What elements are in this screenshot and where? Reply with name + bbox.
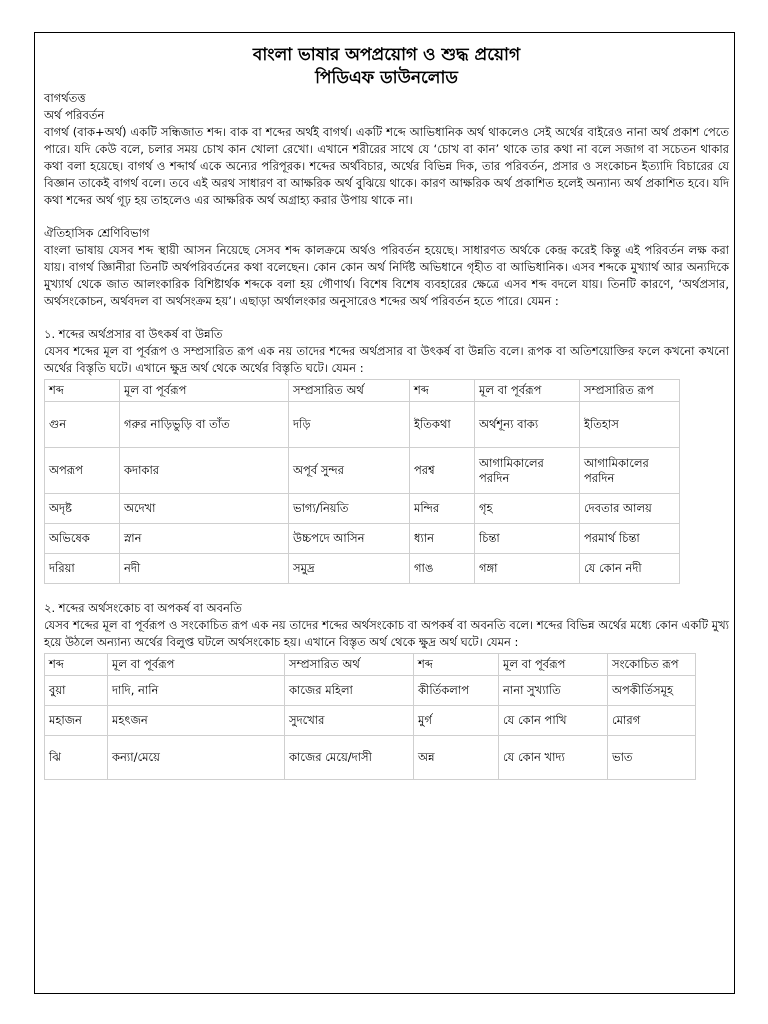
table-cell: ইতিহাস xyxy=(580,402,680,448)
table-header-row xyxy=(45,654,696,676)
table-header-cell: শব্দ xyxy=(410,380,475,402)
table-header-cell: শব্দ xyxy=(45,380,120,402)
topic-heading: বাগর্থতত্ত xyxy=(44,91,86,105)
table-cell: যে কোন পাখি xyxy=(499,706,608,736)
table-cell: নানা সুখ্যাতি xyxy=(499,676,608,706)
table-cell: নদী xyxy=(120,554,289,584)
table-cell: মহৎজন xyxy=(108,706,285,736)
table-cell: ইতিকথা xyxy=(410,402,475,448)
table-cell: বুয়া xyxy=(45,676,108,706)
historical-heading: ঐতিহাসিক শ্রেণিবিভাগ xyxy=(44,226,150,240)
historical-paragraph: বাংলা ভাষায় যেসব শব্দ স্থায়ী আসন নিয়েছে সেসব শব্দ কালক্রমে অর্থও পরিবর্তন হয়েছে। সাধারণত অর্থকে কেন্দ্র করেই কিন্তু এই পরিবর্তন লক্ষ করা যায়। বাগর্থ জ্ঞিানীরা তিনটি অর্থপরিবর্তনের কথা বলেছেন। কোন কোন অর্থ নির্দিষ্ট অভিধানে গৃহীত বা আভিধানিক। এসব শব্দকে মুখ্যার্থ আর অন্যদিকে মুখ্যার্থ থেকে জাত আলংকারিক বিশিষ্টার্থক শব্দকে বলা হয় গৌণার্থ। বিশেষ বিশেষ ব্যবহারের ক্ষেত্রে এসব শব্দ বদলে যায়। তিনটি কারণে, ‘অর্থপ্রসার, অর্থসংকোচন, অর্থবদল বা অর্থসংক্রম হয়’। এছাড়া অর্থালংকার অনুসারেও শব্দের অর্থ পরিবর্তন হতে পারে। যেমন : xyxy=(44,243,729,308)
table-header-row xyxy=(45,380,680,402)
table-cell: গরুর নাড়িভুড়ি বা তাঁত xyxy=(120,402,289,448)
table-header-cell: সংকোচিত রূপ xyxy=(608,654,696,676)
section2-paragraph: যেসব শব্দের মূল বা পূর্বরূপ ও সংকোচিত রূপ এক নয় তাদের শব্দের অর্থসংকোচ বা অপকর্ষ বা অবনতি বলে। শব্দের বিভিন্ন অর্থের মধ্যে কোন একটি মুখ্য হয়ে উঠলে অন্যান্য অর্থের বিলুপ্ত ঘটলে অর্থসংকোচ হয়। এখানে বিস্তৃত অর্থ থেকে ক্ষুদ্র অর্থ ঘটে। যেমন : xyxy=(44,618,729,649)
table-cell: দড়ি xyxy=(289,402,410,448)
table-cell: পরশ্ব xyxy=(410,448,475,494)
table-cell: ভাত xyxy=(608,736,696,780)
contraction-table xyxy=(44,653,696,780)
table-cell: মন্দির xyxy=(410,494,475,524)
table-row xyxy=(45,524,680,554)
table-cell: কীর্তিকলাপ xyxy=(414,676,499,706)
table-cell: অপূর্ব সুন্দর xyxy=(289,448,410,494)
table-cell: আগামিকালের পরদিন xyxy=(580,448,680,494)
document-title: বাংলা ভাষার অপপ্রয়োগ ও শুদ্ধ প্রয়োগ xyxy=(252,45,521,65)
table-cell: ধ্যান xyxy=(410,524,475,554)
document-body xyxy=(44,44,729,780)
table-row xyxy=(45,736,696,780)
table-cell: দাদি, নানি xyxy=(108,676,285,706)
document-subtitle: পিডিএফ ডাউনলোড xyxy=(315,68,458,88)
table-cell: যে কোন খাদ্য xyxy=(499,736,608,780)
table-cell: ভাগ্য/নিয়তি xyxy=(289,494,410,524)
table-row xyxy=(45,448,680,494)
table-cell: মুর্গ xyxy=(414,706,499,736)
table-cell: কাজের মেয়ে/দাসী xyxy=(285,736,414,780)
table-cell: অদৃষ্ট xyxy=(45,494,120,524)
table-cell: গাঙ xyxy=(410,554,475,584)
table-cell: গুন xyxy=(45,402,120,448)
table-row xyxy=(45,402,680,448)
intro-paragraph: বাগর্থ (বাক+অর্থ) একটি সন্ধিজাত শব্দ। বাক বা শব্দের অর্থই বাগর্থ। একটি শব্দে আভিধানিক অর্থ থাকলেও সেই অর্থের বাইরেও নানা অর্থ প্রকাশ পেতে পারে। যদি কেউ বলে, চলার সময় চোখ কান খোলা রেখো। এখানে শরীরের সাথে যে ‘চোখ বা কান’ থাকে তার কথা না বলে সজাগ বা সচেতন থাকার কথা বলা হয়েছে। বাগর্থ ও শব্দার্থ একে অন্যের পরিপূরক। শব্দের অর্থবিচার, অর্থের বিভিন্ন দিক, তার পরিবর্তন, প্রসার ও সংকোচন ইত্যাদি বিচারের যে বিজ্ঞান তাকেই বাগর্থ বলে। তবে এই অরথ সাধারণ বা আক্ষরিক অর্থ বুঝিয়ে থাকে। কারণ আক্ষরিক অর্থ প্রকাশিত হলেই অন্যান্য অর্থ প্রকাশিত হবে। যদি কথা শব্দের অর্থ গূঢ় হয় তাহলেও এর আক্ষরিক অর্থ অগ্রাহ্য করার উপায় থাকে না। xyxy=(44,125,729,207)
subtopic-heading: অর্থ পরিবর্তন xyxy=(44,108,105,122)
table-cell: স্নান xyxy=(120,524,289,554)
table-header-cell: মূল বা পূর্বরূপ xyxy=(108,654,285,676)
table-header-cell: শব্দ xyxy=(414,654,499,676)
table-header-cell: মূল বা পূর্বরূপ xyxy=(499,654,608,676)
table-cell: পরমার্থ চিন্তা xyxy=(580,524,680,554)
table-header-cell: সম্প্রসারিত অর্থ xyxy=(285,654,414,676)
table-cell: অর্থশূন্য বাক্য xyxy=(475,402,580,448)
table-cell: গৃহ xyxy=(475,494,580,524)
table-cell: মহাজন xyxy=(45,706,108,736)
table-row xyxy=(45,676,696,706)
table-header-cell: শব্দ xyxy=(45,654,108,676)
table-header-cell: মূল বা পূর্বরূপ xyxy=(120,380,289,402)
table-cell: চিন্তা xyxy=(475,524,580,554)
table-header-cell: সম্প্রসারিত রূপ xyxy=(580,380,680,402)
table-cell: মোরগ xyxy=(608,706,696,736)
table-row xyxy=(45,706,696,736)
table-cell: দেবতার আলয় xyxy=(580,494,680,524)
expansion-table xyxy=(44,379,680,584)
table-cell: অদেখা xyxy=(120,494,289,524)
table-cell: যে কোন নদী xyxy=(580,554,680,584)
table-cell: অপকীর্তিসমূহ xyxy=(608,676,696,706)
table-header-cell: সম্প্রসারিত অর্থ xyxy=(289,380,410,402)
table-row xyxy=(45,494,680,524)
table-cell: কাজের মহিলা xyxy=(285,676,414,706)
table-cell: সমুদ্র xyxy=(289,554,410,584)
table-cell: গঙ্গা xyxy=(475,554,580,584)
table-row xyxy=(45,554,680,584)
table-cell: অপরূপ xyxy=(45,448,120,494)
table-header-cell: মূল বা পূর্বরূপ xyxy=(475,380,580,402)
table-cell: কন্যা/মেয়ে xyxy=(108,736,285,780)
section1-heading: ১. শব্দের অর্থপ্রসার বা উৎকর্ষ বা উন্নতি xyxy=(44,327,223,341)
table-cell: দরিয়া xyxy=(45,554,120,584)
table-cell: উচ্চপদে আসিন xyxy=(289,524,410,554)
table-cell: আগামিকালের পরদিন xyxy=(475,448,580,494)
table-cell: ঝি xyxy=(45,736,108,780)
table-cell: সুদখোর xyxy=(285,706,414,736)
table-cell: অভিষেক xyxy=(45,524,120,554)
table-cell: অন্ন xyxy=(414,736,499,780)
section2-heading: ২. শব্দের অর্থসংকোচ বা অপকর্ষ বা অবনতি xyxy=(44,601,242,615)
section1-paragraph: যেসব শব্দের মূল বা পূর্বরূপ ও সম্প্রসারিত রূপ এক নয় তাদের শব্দের অর্থপ্রসার বা উৎকর্ষ বা উন্নতি বলে। রূপক বা অতিশয়োক্তির ফলে কখনো কখনো অর্থের বিস্তৃতি ঘটে। এখানে ক্ষুদ্র অর্থ থেকে অর্থের বিস্তৃতি ঘটে। যেমন : xyxy=(44,344,729,375)
table-cell: কদাকার xyxy=(120,448,289,494)
